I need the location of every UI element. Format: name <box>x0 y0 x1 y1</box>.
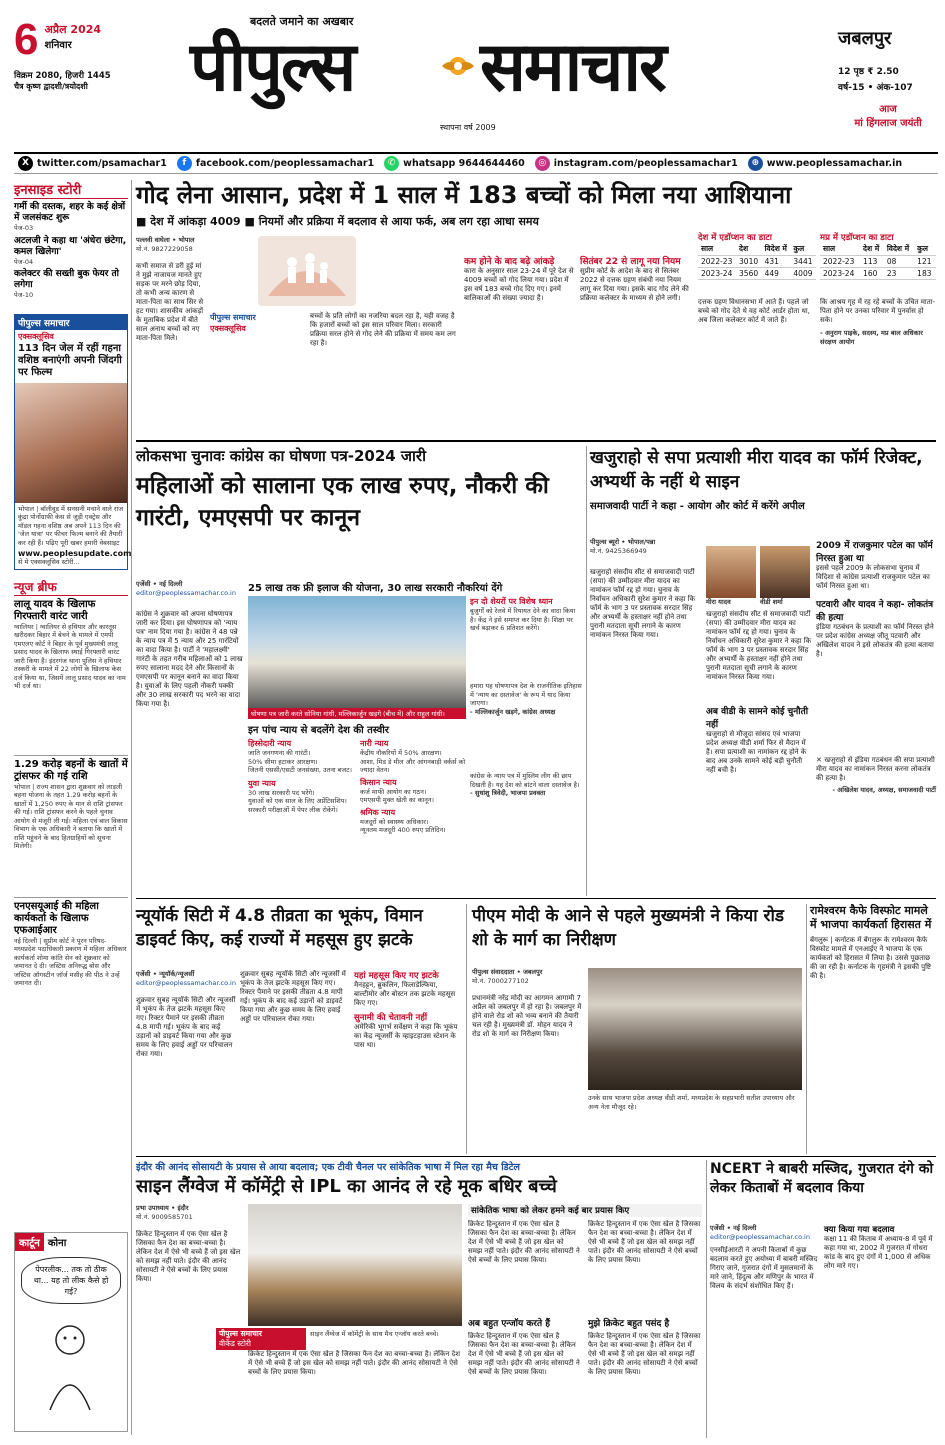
inside-item[interactable]: कलेक्टर की सख्ती बुक फेयर तो लगेगा पेज-10 <box>14 269 119 299</box>
social-bar <box>14 152 938 174</box>
lead-col3: कम होने के बाद बढ़े आंकड़े कारा के अनुसार साल 23-24 में पूरे देश से 4009 बच्चों को गोद लिया गया। प्रदेश में इस वर्ष 183 बच्चे गोद दिए गए। इनमें बालिकाओं की संख्या ज्यादा है। <box>464 257 574 302</box>
ipl-kicker: इंदौर की आनंद सोसायटी के प्रयास से आया बदलाव; एक टीवी चैनल पर सांकेतिक भाषा में मिल रहा मैच डिटेल <box>136 1162 520 1173</box>
congress-caption: घोषणा पत्र जारी करते सोनिया गांधी, मल्लिकार्जुन खड़गे (बीच में) और राहुल गांधी। <box>248 708 466 719</box>
tagline: बदलते जमाने का अखबार <box>250 15 354 28</box>
globe-icon: ⊕ <box>748 156 763 171</box>
exclusive-brand: पीपुल्स समाचार <box>15 315 127 330</box>
modi-caption: उनके साथ भाजपा प्रदेश अध्यक्ष वीडी शर्मा, मध्यप्रदेश के सहप्रभारी सतीश उपाध्याय और अन्य नेता मौजूद रहे। <box>588 1094 795 1111</box>
ipl-body2: क्रिकेट हिन्दुस्तान में एक ऐसा खेल है जिसका फैन देश का बच्चा-बच्चा है। लेकिन देश में ऐसे भी बच्चे हैं जो इस खेल को समझ नहीं पाते। इंदौर की आनंद सोसायटी ने ऐसे बच्चों के लिए प्रयास किया। <box>248 1350 460 1376</box>
ipl-sub1: अब बहुत एन्जॉय करते हैं <box>468 1319 550 1329</box>
congress-kicker: लोकसभा चुनावः कांग्रेस का घोषणा पत्र-2024 जारी <box>136 447 426 465</box>
meera-photo <box>706 546 756 598</box>
today-event: मां हिंगलाज जयंती <box>854 118 922 129</box>
brief-item: लालू यादव के खिलाफ गिरफ्तारी वारंट जारी ग्वालियर | ग्वालियर से हथियार और कारतूस खरीदकर बिहार में बेचने के मामले में एमपी एमएलए कोर्ट ने बिहार के पूर्व मुख्यमंत्री लालू प्रसाद यादव के खिलाफ स्थाई गिरफ्तारी वारंट जारी किया है। इंदरगंज थाना पुलिस ने हथियार तस्करी के मामले में 22 लोगों के खिलाफ केस दर्ज किया था, जिसमें लालू प्रसाद यादव का नाम भी दर्ज था। <box>14 598 126 690</box>
ncert-byline: एजेंसी • नई दिल्ली editor@peoplessamachar.co.in <box>710 1224 810 1241</box>
social-website[interactable]: ⊕ www.peoplessamachar.in <box>748 156 902 171</box>
exclusive-label: एक्सक्लूसिव <box>18 331 54 341</box>
modi-body: प्रधानमंत्री नरेंद्र मोदी का आगमन आगामी 7 अप्रैल को जबलपुर में हो रहा है। जबलपुर में होने वाले रोड शो को भव्य बनाने की तैयारी चल रही है। मुख्यमंत्री डॉ. मोहन यादव ने रोड शो के मार्ग का निरीक्षण किया। <box>472 994 582 1038</box>
twitter-icon: X <box>18 156 33 171</box>
congress-photo <box>248 596 466 708</box>
quake-byline: एजेंसी • न्यूयॉर्क/न्यूजर्सी editor@peoplessamachar.co.in <box>136 970 236 987</box>
facebook-icon: f <box>177 156 192 171</box>
nyay-col-right: नारी न्याय केंद्रीय नौकरियों में 50% आरक्षण। आशा, मिड डे मील और आंगनबाड़ी वर्कर्स को ज्यादा वेतन। किसान न्याय कर्ज माफी आयोग का गठन। एमएसपी मुक्त खेती का कानून। श्रमिक न्याय मजदूरों को स्वास्थ्य अधिकार। न्यूनतम मजदूरी 400 रुपए प्रतिदिन। <box>360 739 466 834</box>
khajuraho-deck: समाजवादी पार्टी ने कहा - आयोग और कोर्ट में करेंगे अपील <box>590 501 805 512</box>
inside-item[interactable]: अटलजी ने कहा था 'अंधेरा छंटेगा, कमल खिलेगा' पेज-04 <box>14 235 127 266</box>
lotus-logo <box>440 48 476 84</box>
ipl-sub2: मुझे क्रिकेट बहुत पसंद है <box>588 1319 670 1329</box>
pages-price: 12 पृष्ठ ₹ 2.50 <box>838 67 899 77</box>
adoption-table-india: देश में एडॉप्शन का डाटा साल देश विदेश में कुल 2022-23 3010 431 3441 2023-24 3560 449 4009 <box>698 232 816 280</box>
lead-subhead: ■ देश में आंकड़ा 4009 ■ नियमों और प्रक्रिया में बदलाव से आया फर्क, अब लग रहा आधा समय <box>136 215 539 228</box>
whatsapp-icon: ✆ <box>384 156 399 171</box>
five-nyay-heading: इन पांच न्याय से बदलेंगे देश की तस्वीर <box>248 725 389 736</box>
adoption-table-mp: मप्र में एडॉप्शन का डाटा साल देश में विदेश में कुल 2022-23 113 08 121 2023-24 160 23 183 <box>820 232 936 280</box>
khajuraho-byline: पीपुल्स ब्यूरो • भोपाल/पन्ना मो.नं. 9425366949 <box>590 538 656 555</box>
cartoon-speech: पेपरलीक... तक तो ठीक था... यह तो लीक कैसे हो गई? <box>21 1257 121 1304</box>
quake-side: यहां महसूस किए गए झटके मैनहट्टन, ब्रुकलिन, फिलाडेल्फिया, बाल्टीमोर और बोस्टन तक झटके महसूस किए गए। सुनामी की चेतावनी नहीं अमेरिकी भूगर्भ सर्वेक्षण ने कहा कि भूकंप का केंद्र न्यूजर्सी के व्हाइटहाउस स्टेशन के पास था। <box>354 971 458 1049</box>
ncert-story <box>710 1160 936 1440</box>
left-column <box>14 180 132 1440</box>
congress-special: इन दो शेयरों पर विशेष ध्यान बुजुर्गों को रेलवे में रियायत देने का वादा किया है। केंद्र ने इसे समाप्त कर दिया है। शिक्षा पर खर्च बढ़ाकर 6 प्रतिशत करेंगे। <box>470 597 576 632</box>
city: जबलपुर <box>838 28 892 49</box>
lead-col2: बच्चों के प्रति लोगों का नजरिया बदल रहा है, यही वजह है कि हजारों बच्चों को इस साल परिवार मिला। सरकारी प्रक्रिया सरल होने से गोद लेने की प्रक्रिया में समय कम लग रहा है। <box>310 312 456 347</box>
cartoon-corner: कोना <box>47 1238 67 1249</box>
gehana-photo <box>15 383 127 503</box>
exclusive-body: भोपाल | बॉलीवुड में सनसनी मचाने वाले राज कुंद्रा पोर्नोग्राफी केस से जुड़ी एक्ट्रेस और मॉडल गहना वशिष्ठ अब अपने 113 दिन की 'जेल यात्रा' पर फीचर फिल्म बनाने की तैयारी कर रही हैं। पढ़िए पूरी खबर हमारी वेबसाइट <box>18 504 124 547</box>
volume: वर्ष-15 • अंक-107 <box>838 83 913 93</box>
lead-brand: पीपुल्स समाचार एक्सक्लूसिव <box>210 313 256 333</box>
edition-block <box>838 26 938 129</box>
social-instagram[interactable]: ◎ instagram.com/peoplessamachar1 <box>535 156 738 171</box>
rameshwaram-story <box>810 904 936 1154</box>
today-label: आज <box>879 104 897 115</box>
ipl-headline: साइन लैंग्वेज में कॉमेंट्री से IPL का आनंद ले रहे मूक बधिर बच्चे <box>136 1176 557 1197</box>
cartoon-box <box>14 1232 128 1432</box>
congress-headline: महिलाओं को सालाना एक लाख रुपए, नौकरी की गारंटी, एमएसपी पर कानून <box>136 473 549 531</box>
inside-item[interactable]: गर्मी की दस्तक, शहर के कई क्षेत्रों में जलसंकट शुरू पेज-03 <box>14 202 126 232</box>
ncert-headline: NCERT ने बाबरी मस्जिद, गुजरात दंगे को लेकर किताबों में बदलाव किया <box>710 1161 934 1196</box>
table-row: 2022-23 3010 431 3441 <box>698 256 816 268</box>
rameshwaram-body: बेंगलुरू | कर्नाटक में बेंगलुरू के रामेश्वरम कैफे विस्फोट मामले में एनआईए ने भाजपा के एक कार्यकर्ता को हिरासत में लिया है। उससे पूछताछ की जा रही है। कर्नाटक के गृहमंत्री ने इसकी पुष्टि की है। <box>810 936 931 980</box>
cap-vd: वीडी शर्मा <box>760 598 783 606</box>
khajuraho-body: खजुराहो संसदीय सीट से समाजवादी पार्टी (सपा) की उम्मीदवार मीरा यादव का नामांकन फॉर्म रद्द हो गया। चुनाव के निर्वाचन अधिकारी सुरेश कुमार ने कहा कि फॉर्म के भाग 3 पर प्रस्तावक सरदार सिंह और अभ्यर्थी के हस्ताक्षर नहीं होने तथा पुरानी मतदाता सूची लगाने के कारण नामांकन निरस्त किया गया। <box>590 568 695 639</box>
rameshwaram-headline: रामेश्वरम कैफे विस्फोट मामले में भाजपा कार्यकर्ता हिरासत में <box>810 904 932 931</box>
title-left: पीपुल्स <box>190 28 355 107</box>
date-day: 6 <box>14 15 39 64</box>
lead-right-text: दत्तक ग्रहण विधानसभा में आते हैं। पहले जो बच्चे को गोद देते थे वह कोर्ट आर्डर होता था, अब जिला कलेक्टर कोर्ट में जाते हैं। <box>698 298 810 324</box>
congress-body: कांग्रेस ने शुक्रवार को अपना घोषणापत्र जारी कर दिया। इस घोषणापत्र को 'न्याय पत्र' नाम दिया गया है। कांग्रेस ने 48 पन्ने के न्याय पत्र में 5 न्याय और 25 गारंटियों का वादा किया है। पार्टी ने 'महालक्ष्मी' गारंटी के तहत गरीब महिलाओं को 1 लाख रुपए सालाना मदद देने और किसानों के एमएसपी पर कानून बनाने का वादा किया है। युवाओं के लिए पहली नौकरी पक्की और 30 लाख सरकारी पद भरने का वादा किया गया है। <box>136 610 243 708</box>
ipl-caption: साइन लैंग्वेज में कॉमेंट्री के साथ मैच एन्जॉय करते बच्चे। <box>310 1330 439 1338</box>
modi-byline: पीपुल्स संवाददाता • जबलपुर मो.नं. 7000277102 <box>472 968 543 985</box>
congress-quote1: हमारा यह घोषणापत्र देश के राजनीतिक इतिहास में 'न्याय का दस्तावेज' के रूप में याद किया जाएगा। - मल्लिकार्जुन खड़गे, कांग्रेस अध्यक्ष <box>470 682 582 716</box>
quake-story <box>136 904 462 1154</box>
cartoon-label: कार्टून <box>15 1233 44 1251</box>
masthead <box>0 0 945 150</box>
ncert-side: क्या किया गया बदलाव कक्षा 11 की किताब में अध्याय-8 में पूर्व में कहा गया था, 2002 में गुजरात में गोधरा कांड के बाद हुए दंगों में 1,000 से अधिक लोग मारे गए। <box>824 1225 933 1270</box>
table-row: 2022-23 113 08 121 <box>820 256 936 268</box>
lead-quote: कि आश्रय गृह में रह रहे बच्चों के उचित माता-पिता होने पर उनका परिवार में पुनर्वास हो सके। - अनुराग पाइके, सदस्य, मप्र बाल अधिकार संरक्षण आयोग <box>820 298 936 346</box>
samvat: विक्रम 2080, हिजरी 1445 <box>14 71 111 81</box>
ncert-body: एनसीईआरटी ने अपनी किताबों में कुछ बदलाव करते हुए अयोध्या में बाबरी मस्जिद गिराए जाने, गुजरात दंगों में मुसलमानों के मारे जाने, हिंदुत्व और मणिपुर के भारत में विलय के संदर्भ संशोधित किए हैं। <box>710 1246 818 1290</box>
ipl-col4b: क्रिकेट हिन्दुस्तान में एक ऐसा खेल है जिसका फैन देश का बच्चा-बच्चा है। लेकिन देश में ऐसे भी बच्चे हैं जो इस खेल को समझ नहीं पाते। इंदौर की आनंद सोसायटी ने ऐसे बच्चों के लिए प्रयास किया। <box>588 1332 701 1376</box>
ipl-story <box>136 1160 702 1440</box>
x-icon: ✕ <box>816 756 825 764</box>
ipl-col3b: क्रिकेट हिन्दुस्तान में एक ऐसा खेल है जिसका फैन देश का बच्चा-बच्चा है। लेकिन देश में ऐसे भी बच्चे हैं जो इस खेल को समझ नहीं पाते। इंदौर की आनंद सोसायटी ने ऐसे बच्चों के लिए प्रयास किया। <box>468 1332 580 1376</box>
exclusive-headline: 113 दिन जेल में रहीं गहना वशिष्ठ बनाएंगी अपनी जिंदगी पर फिल्म <box>18 342 122 378</box>
date-month-year: अप्रैल 2024 <box>44 23 102 36</box>
table-mp: साल देश में विदेश में कुल 2022-23 113 08 121 2023-24 160 23 183 <box>820 243 936 280</box>
exclusive-url[interactable]: www.peoplesupdate.com <box>18 549 132 558</box>
lead-byline: पल्लवी वाघेला • भोपाल मो.नं. 9827229058 <box>136 236 195 253</box>
ipl-byline: प्रभा उपाध्याय • इंदौर मो.नं. 9009585701 <box>136 1204 193 1221</box>
khajuraho-headline: खजुराहो से सपा प्रत्याशी मीरा यादव का फॉर्म रिजेक्ट, अभ्यर्थी के नहीं थे साइन <box>590 448 923 492</box>
cartoon-figure <box>15 1310 127 1410</box>
brief-item: एनएसयूआई की महिला कार्यकर्ता के खिलाफ एफआईआर नई दिल्ली | सुप्रीम कोर्ट ने पूरन परिषद-मध्यप्रदेश पदाधिकारी प्रकरण में महिला अधिकार कार्यकर्ता शोमा कांति सेन को शुक्रवार को जमानत दे दी। जस्टिस अनिरुद्ध बोस और जस्टिस ऑगस्टीन जॉर्ज मसीह की पीठ ने उन्हें जमानत दी। <box>14 897 128 1047</box>
lead-col4: सितंबर 22 से लागू नया नियम सुप्रीम कोर्ट के आदेश के बाद से सितंबर 2022 से दत्तक ग्रहण संबंधी नया नियम लागू कर दिया गया। इसके बाद गोद लेने की प्रक्रिया कलेक्टर के माध्यम से होने लगी। <box>580 257 689 302</box>
ipl-brand: पीपुल्स समाचार वीकेंड स्टोरी <box>216 1328 306 1350</box>
modi-photo <box>588 968 802 1090</box>
lead-headline: गोद लेना आसान, प्रदेश में 1 साल में 183 बच्चों को मिला नया आशियाना <box>136 181 792 209</box>
exclusive-box: पीपुल्स समाचार एक्सक्लूसिव 113 दिन जेल में रहीं गहना वशिष्ठ बनाएंगी अपनी जिंदगी पर फिल्म भोपाल | बॉलीवुड में सनसनी मचाने वाले राज कुंद्रा पोर्नोग्राफी केस से जुड़ी एक्ट्रेस और मॉडल गहना वशिष्ठ अब अपने 113 दिन की 'जेल यात्रा' पर फीचर फिल्म बनाने की तैयारी कर रही हैं। पढ़िए पूरी खबर हमारी वेबसाइट www.peoplesupdate.com से मे एक्सक्लूसिव स्टोरी... <box>14 314 128 570</box>
news-brief-heading: न्यूज ब्रीफ <box>14 578 128 596</box>
social-twitter[interactable]: X twitter.com/psamachar1 <box>18 156 167 171</box>
title-right: समाचार <box>480 28 665 107</box>
founded: स्थापना वर्ष 2009 <box>440 123 496 132</box>
lead-col1: कभी समाज से डरी हुई मां ने मुझे नाजायज मानते हुए सड़क पर मरने छोड़ दिया, तो कभी अन्य कारण से माता-पिता का साथ सिर से हट गया। शासकीय आंकड़ों के मुताबिक प्रदेश में बीते साल अनाथ बच्चों को नए माता-पिता मिले। <box>136 262 204 342</box>
social-whatsapp[interactable]: ✆ whatsapp 9644644460 <box>384 156 525 171</box>
brief-item: 1.29 करोड़ बहनों के खातों में ट्रांसफर की गई राशि भोपाल | राज्य शासन द्वारा शुक्रवार को लाड़ली बहना योजना के तहत 1.29 करोड़ बहनों के खातों में 1,250 रुपए के मान से राशि ट्रांसफर की गई। राशि ट्रांसफर करने के पहले चुनाव आयोग से मंजूरी ली गई। महिला एवं बाल विकास विभाग के एक अधिकारी ने बताया कि खातों में राशि पहुंचने के बाद हितग्राहियों को सूचना मिलेगी। <box>14 755 128 893</box>
ipl-body: क्रिकेट हिन्दुस्तान में एक ऐसा खेल है जिसका फैन देश का बच्चा-बच्चा है। लेकिन देश में ऐसे भी बच्चे हैं जो इस खेल को समझ नहीं पाते। इंदौर की आनंद सोसायटी ने ऐसे बच्चों के लिए प्रयास किया। <box>136 1230 241 1283</box>
instagram-icon: ◎ <box>535 156 550 171</box>
khajuraho-body2: खजुराहो संसदीय सीट से समाजवादी पार्टी (सपा) की उम्मीदवार मीरा यादव का नामांकन फॉर्म रद्द हो गया। चुनाव के निर्वाचन अधिकारी सुरेश कुमार ने कहा कि फॉर्म के भाग 3 पर प्रस्तावक सरदार सिंह और अभ्यर्थी के हस्ताक्षर नहीं होने तथा पुरानी मतदाता सूची लगाने के कारण नामांकन निरस्त किया गया। <box>706 610 811 681</box>
vd-photo <box>760 546 810 598</box>
lead-story <box>136 180 936 438</box>
congress-byline: एजेंसी • नई दिल्ली editor@peoplessamachar.co.in <box>136 580 236 597</box>
ipl-photo <box>248 1204 462 1326</box>
table-row: 2023-24 160 23 183 <box>820 268 936 280</box>
table-india: साल देश विदेश में कुल 2022-23 3010 431 3441 2023-24 3560 449 4009 <box>698 243 816 280</box>
quake-body: शुक्रवार सुबह न्यूयॉर्क सिटी और न्यूजर्सी में भूकंप के तेज झटके महसूस किए गए। रिक्टर पैमाने पर इसकी तीव्रता 4.8 मापी गई। भूकंप के बाद कई उड़ानों को डाइवर्ट किया गया और कुछ समय के लिए हवाई अड्डों पर परिचालन रोका गया। <box>136 996 236 1058</box>
modi-story <box>472 904 802 1154</box>
ipl-col-head: सांकेतिक भाषा को लेकर हमने कई बार प्रयास किए <box>468 1204 702 1217</box>
akhilesh-tweet: ✕ खजुराहो से इंडिया गठबंधन की सपा प्रत्याशी मीरा यादव का नामांकन निरस्त करना लोकतंत्र की हत्या है। - अखिलेश यादव, अध्यक्ष, समाजवादी पार्टी <box>816 756 936 794</box>
nyay-col-left: हिस्सेदारी न्याय जाति जनगणना की गारंटी। 50% सीमा हटाकर आरक्षण। जितनी एससी/एसटी जनसंख्या, उतना बजट। युवा न्याय 30 लाख सरकारी पद भरेंगे। युवाओं को एक साल के लिए अप्रेंटिसशिप। सरकारी परीक्षाओं में पेपर लीक रोकेंगे। <box>248 739 352 814</box>
modi-headline: पीएम मोदी के आने से पहले मुख्यमंत्री ने किया रोड शो के मार्ग का निरीक्षण <box>472 906 784 950</box>
tithi: चैत्र कृष्ण द्वादशी/त्रयोदशी <box>14 82 88 91</box>
weekday: शनिवार <box>44 40 72 51</box>
congress-story <box>136 446 582 896</box>
quake-body2: शुक्रवार सुबह न्यूयॉर्क सिटी और न्यूजर्सी में भूकंप के तेज झटके महसूस किए गए। रिक्टर पैमाने पर इसकी तीव्रता 4.8 मापी गई। भूकंप के बाद कई उड़ानों को डाइवर्ट किया गया और कुछ समय के लिए हवाई अड्डों पर परिचालन रोका गया। <box>240 970 346 1023</box>
congress-deck: 25 लाख तक फ्री इलाज की योजना, 30 लाख सरकारी नौकरियां देंगे <box>248 583 503 594</box>
quake-headline: न्यूयॉर्क सिटी में 4.8 तीव्रता का भूकंप, विमान डाइवर्ट किए, कई राज्यों में महसूस हुए झटके <box>136 906 423 950</box>
khajuraho-side: 2009 में राजकुमार पटेल का फॉर्म निरस्त हुआ था इससे पहले 2009 के लोकसभा चुनाव में विदिशा से कांग्रेस प्रत्याशी राजकुमार पटेल का फॉर्म निरस्त हुआ था। पटवारी और यादव ने कहा- लोकतंत्र की हत्या इंडिया गठबंधन के प्रत्याशी का फॉर्म निरस्त होने पर प्रदेश कांग्रेस अध्यक्ष जीतू पटवारी और अखिलेश यादव ने इसे लोकतंत्र की हत्या बताया है। <box>816 541 934 658</box>
ipl-col4: क्रिकेट हिन्दुस्तान में एक ऐसा खेल है जिसका फैन देश का बच्चा-बच्चा है। लेकिन देश में ऐसे भी बच्चे हैं जो इस खेल को समझ नहीं पाते। इंदौर की आनंद सोसायटी ने ऐसे बच्चों के लिए प्रयास किया। <box>588 1220 701 1264</box>
social-facebook[interactable]: f facebook.com/peoplessamachar1 <box>177 156 374 171</box>
cap-meera: मीरा यादव <box>706 598 731 606</box>
table-row: 2023-24 3560 449 4009 <box>698 268 816 280</box>
khajuraho-sub: अब वीडी के सामने कोई चुनौती नहीं खजुराहो से मौजूदा सांसद एवं भाजपा प्रदेश अध्यक्ष वीडी शर्मा फिर से मैदान में हैं। सपा प्रत्याशी का नामांकन रद्द होने के बाद अब उनके सामने कोई बड़ी चुनौती नहीं बची है। <box>706 707 809 774</box>
congress-quote2: कांग्रेस के न्याय पत्र में मुस्लिम लीग की छाप दिखती है। यह देश को बांटने वाला दस्तावेज है। - सुधांशु त्रिवेदी, भाजपा प्रवक्ता <box>470 772 580 797</box>
inside-heading: इनसाइड स्टोरी <box>14 180 128 199</box>
khajuraho-story <box>590 446 936 896</box>
date-block <box>14 15 144 92</box>
ipl-col3: क्रिकेट हिन्दुस्तान में एक ऐसा खेल है जिसका फैन देश का बच्चा-बच्चा है। लेकिन देश में ऐसे भी बच्चे हैं जो इस खेल को समझ नहीं पाते। इंदौर की आनंद सोसायटी ने ऐसे बच्चों के लिए प्रयास किया। <box>468 1220 580 1264</box>
